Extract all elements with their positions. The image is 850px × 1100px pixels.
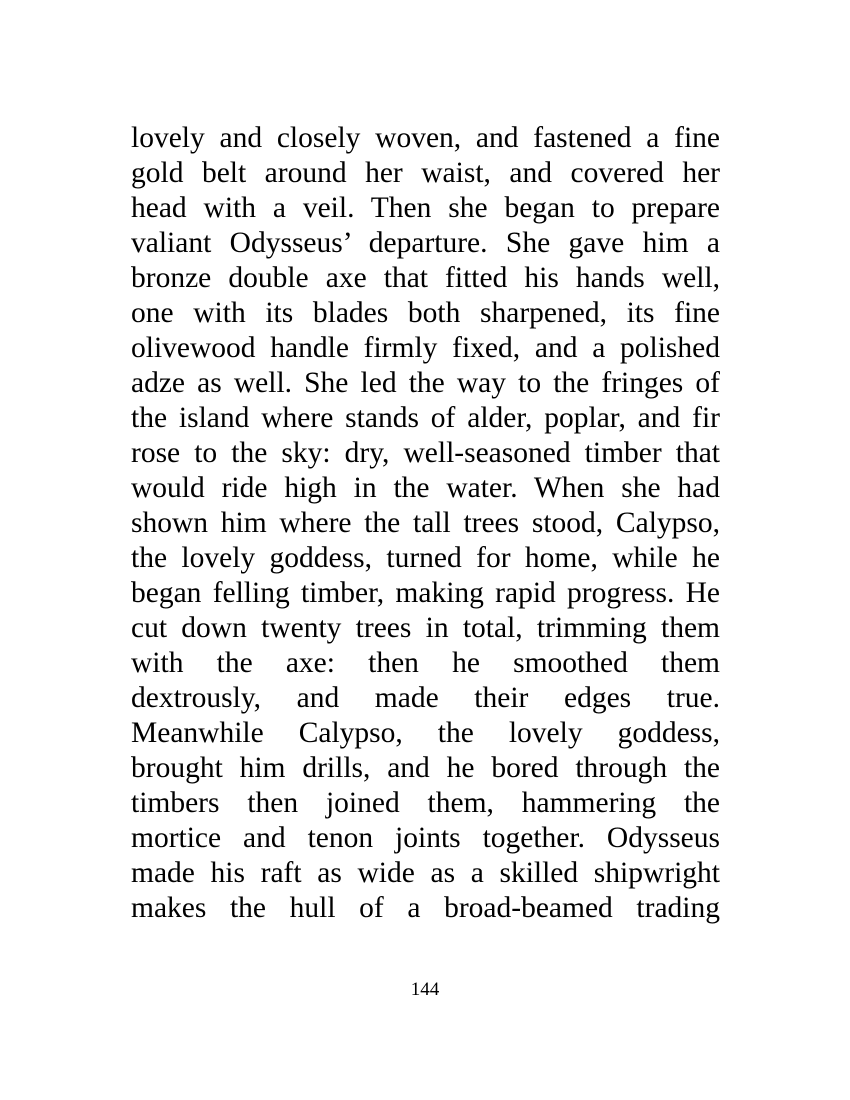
text-line: began felling timber, making rapid progress. He <box>131 577 720 609</box>
text-line: Meanwhile Calypso, the lovely goddess, <box>131 717 720 749</box>
text-line: made his raft as wide as a skilled shipwright <box>131 857 720 889</box>
text-line: with the axe: then he smoothed them <box>131 647 720 679</box>
text-line: the island where stands of alder, poplar, and fir <box>131 402 720 434</box>
text-line: timbers then joined them, hammering the <box>131 787 720 819</box>
page-number: 144 <box>410 979 440 1000</box>
text-line: lovely and closely woven, and fastened a fine <box>131 122 720 154</box>
text-line: bronze double axe that fitted his hands well, <box>131 262 720 294</box>
text-line: makes the hull of a broad-beamed trading <box>131 892 720 924</box>
text-line: gold belt around her waist, and covered her <box>131 157 720 189</box>
text-line: adze as well. She led the way to the fringes of <box>131 367 720 399</box>
text-line: olivewood handle firmly fixed, and a polished <box>131 332 720 364</box>
text-line: the lovely goddess, turned for home, while he <box>131 542 720 574</box>
text-line: mortice and tenon joints together. Odysseus <box>131 822 720 854</box>
text-line: one with its blades both sharpened, its fine <box>131 297 720 329</box>
text-line: rose to the sky: dry, well-seasoned timber that <box>131 437 720 469</box>
text-line: valiant Odysseus’ departure. She gave him a <box>131 227 720 259</box>
text-line: brought him drills, and he bored through the <box>131 752 720 784</box>
text-line: dextrously, and made their edges true. <box>131 682 720 714</box>
text-line: cut down twenty trees in total, trimming them <box>131 612 720 644</box>
text-line: would ride high in the water. When she had <box>131 472 720 504</box>
body-text <box>131 121 720 926</box>
text-line: head with a veil. Then she began to prepare <box>131 192 720 224</box>
text-line: shown him where the tall trees stood, Calypso, <box>131 507 720 539</box>
